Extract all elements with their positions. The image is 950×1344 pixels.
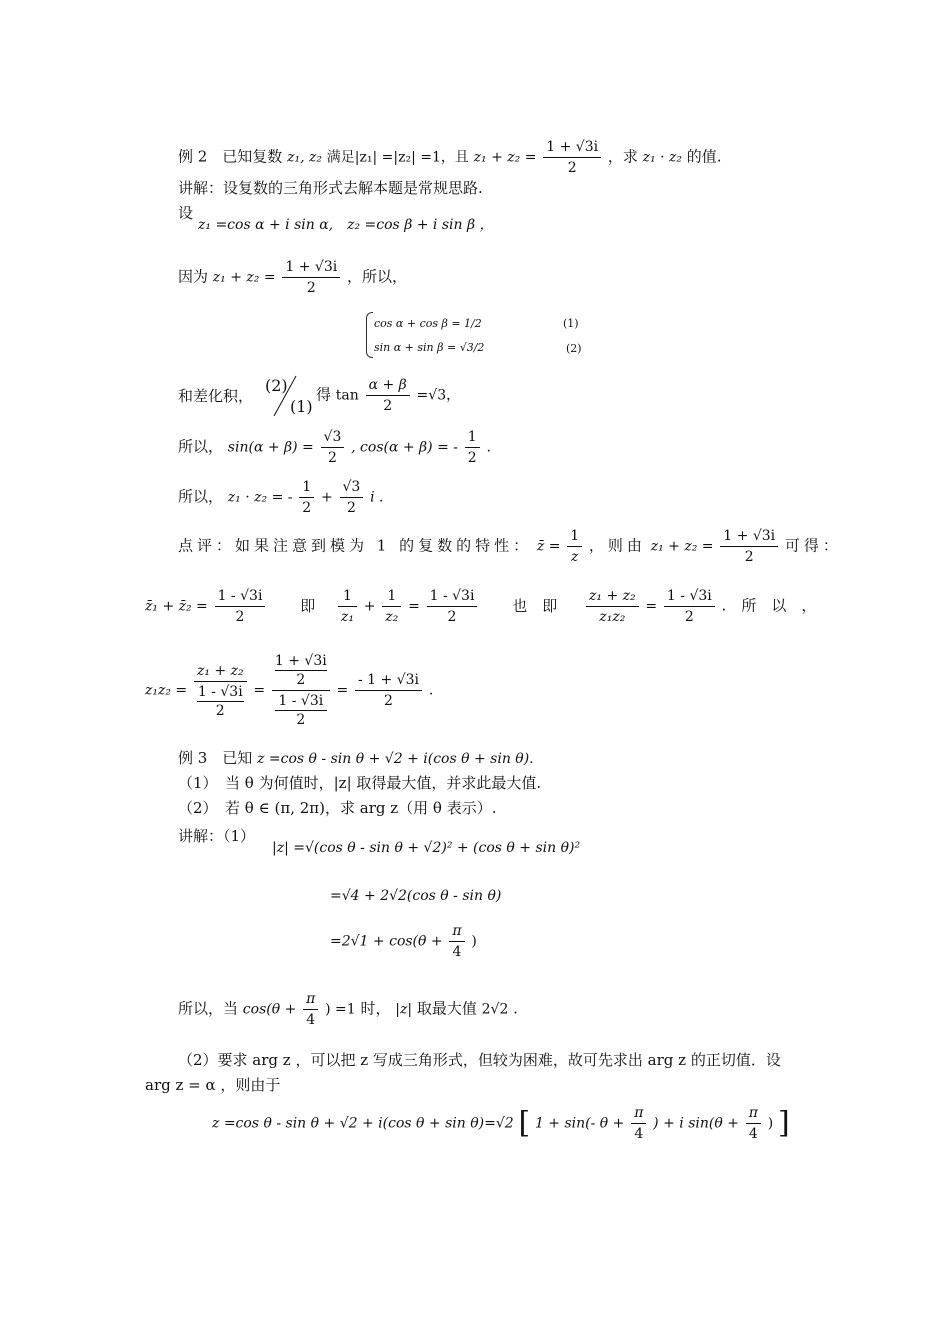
max-line: 所以，当 cos(θ + $\frac{\pi}{4}$ ) =1 时， |z| 取最大值 2√2 . <box>178 991 518 1028</box>
fraction: $\frac{√3}{2}$ <box>340 478 364 517</box>
system-eq1-tag: (1) <box>563 317 579 330</box>
fraction: $\frac{\alpha + \beta}{2}$ <box>366 376 410 415</box>
example-2-heading: 例 2 已知复数 <box>178 147 283 166</box>
example-3-line: 例 3 已知 z =cos θ - sin θ + √2 + i(cos θ + sin θ). <box>178 749 534 767</box>
fraction: $\frac{1 + √3i}{2}$ <box>282 258 340 297</box>
part-2-equation: z =cos θ - sin θ + √2 + i(cos θ + sin θ)=√2 [ 1 + sin(- θ + $\frac{\pi}{4}$ ) + i sin(θ + $\frac{\pi}{4}$ ) ] <box>212 1105 790 1142</box>
fraction: $\frac{1 - √3i}{2}$ <box>664 587 715 626</box>
part-2-line-1: （2）要求 arg z ，可以把 z 写成三角形式，但较为困难，故可先求出 arg z 的正切值．设 <box>178 1051 781 1069</box>
solution-3-lead: 讲解：（1） <box>178 827 256 845</box>
fraction: $\frac{\pi}{4}$ <box>631 1104 646 1143</box>
ratio-num: (2) <box>265 376 288 395</box>
fraction: $\frac{\pi}{4}$ <box>746 1104 761 1143</box>
fraction: $\frac{- 1 + √3i}{2}$ <box>355 671 422 710</box>
fraction: $\frac{1 - √3i}{2}$ <box>427 587 478 626</box>
fraction: $\frac{1 + √3i}{2}$ <box>720 527 778 566</box>
set-formula: z₁ =cos α + i sin α, z₂ =cos β + i sin β ， <box>198 217 494 233</box>
system-eq2-tag: (2) <box>566 342 582 355</box>
ratio-den: (1) <box>290 397 313 416</box>
sum-lhs: z₁ + z₂ = <box>473 149 537 166</box>
set-label: 设 <box>178 204 194 222</box>
product: z₁ · z₂ <box>642 149 682 166</box>
system-eq2: sin α + sin β = √3/2 <box>374 341 485 354</box>
fraction: $\frac{1 + √3i}{2}$ <box>543 138 601 177</box>
system-eq1: cos α + cos β = 1/2 <box>374 317 482 330</box>
fraction: $\frac{1}{\text{z₂}}$ <box>382 587 401 626</box>
fraction: $\frac{1}{2}$ <box>465 428 480 467</box>
fraction: $\frac{1 - √3i}{2}$ <box>215 587 266 626</box>
final-line: z₁z₂ = z₁ + z₂ 1 - √3i 2 = 1 + √3i 2 1 - √3i 2 = $\frac{- 1 + √3i}{2}$ . <box>145 653 434 728</box>
part-2-line-2: arg z = α ，则由于 <box>145 1076 281 1094</box>
fraction: $\frac{\pi}{4}$ <box>449 922 464 961</box>
comment-line: 点评：如果注意到模为 1 的复数的特性： z̄ = $\frac{1}{z}$ ，则由 z₁ + z₂ = $\frac{1 + √3i}{2}$ 可得： <box>178 528 842 565</box>
fraction: $\frac{1}{\text{z₁}}$ <box>338 587 357 626</box>
conjugate-line: z̄₁ + z̄₂ = $\frac{1 - √3i}{2}$ 即 $\frac{1}{\text{z₁}}$ + $\frac{1}{\text{z₂}}$ = $\frac{1 - √3i}{2}$ 也 即 $\frac{\text{z₁ + z₂}}{\text{z₁z₂}}$ = $\frac{1 - √3i}{2}$ . 所 以 ， <box>145 588 817 625</box>
fraction: $\frac{1}{z}$ <box>567 527 582 566</box>
fraction: $\frac{\text{z₁ + z₂}}{\text{z₁z₂}}$ <box>586 587 639 626</box>
abs-z-line-2: =√4 + 2√2(cos θ - sin θ) <box>330 888 502 904</box>
condition-text: 满足|z₁| =|z₂| =1，且 <box>326 149 469 166</box>
example-3-heading: 例 3 已知 <box>178 749 253 767</box>
abs-z-line-1: |z| =√(cos θ - sin θ + √2)² + (cos θ + sin θ)² <box>272 840 581 856</box>
tan-line: 得 tan $\frac{\alpha + \beta}{2}$ =√3， <box>316 377 461 414</box>
fraction: $\frac{\pi}{4}$ <box>303 990 318 1029</box>
fraction: $\frac{1}{2}$ <box>299 478 314 517</box>
solution-intro: 讲解：设复数的三角形式去解本题是常规思路. <box>178 179 483 197</box>
question-2: （2） 若 θ ∈ (π, 2π)，求 arg z（用 θ 表示）. <box>178 799 497 817</box>
because-line: 因为 z₁ + z₂ = $\frac{1 + √3i}{2}$ ，所以， <box>178 259 408 296</box>
example-2-line: 例 2 已知复数 z₁, z₂ 满足|z₁| =|z₂| =1，且 z₁ + z₂ = $\frac{1 + √3i}{2}$ ，求 z₁ · z₂ 的值. <box>178 139 722 176</box>
sum-product-lead: 和差化积， <box>178 387 254 405</box>
system-brace <box>366 312 373 358</box>
so-line-1: 所以， sin(α + β) = $\frac{√3}{2}$ , cos(α + β) = - $\frac{1}{2}$ . <box>178 429 491 466</box>
fraction: 1 + √3i 2 1 - √3i 2 <box>272 652 330 729</box>
so-line-2: 所以， z₁ · z₂ = - $\frac{1}{2}$ + $\frac{√3}{2}$ i . <box>178 479 384 516</box>
z1-z2: z₁, z₂ <box>287 149 322 166</box>
fraction: z₁ + z₂ 1 - √3i 2 <box>194 662 247 720</box>
abs-z-line-3: =2√1 + cos(θ + $\frac{\pi}{4}$ ) <box>330 923 477 960</box>
fraction: $\frac{√3}{2}$ <box>321 428 345 467</box>
question-1: （1） 当 θ 为何值时，|z| 取得最大值，并求此最大值. <box>178 774 542 792</box>
